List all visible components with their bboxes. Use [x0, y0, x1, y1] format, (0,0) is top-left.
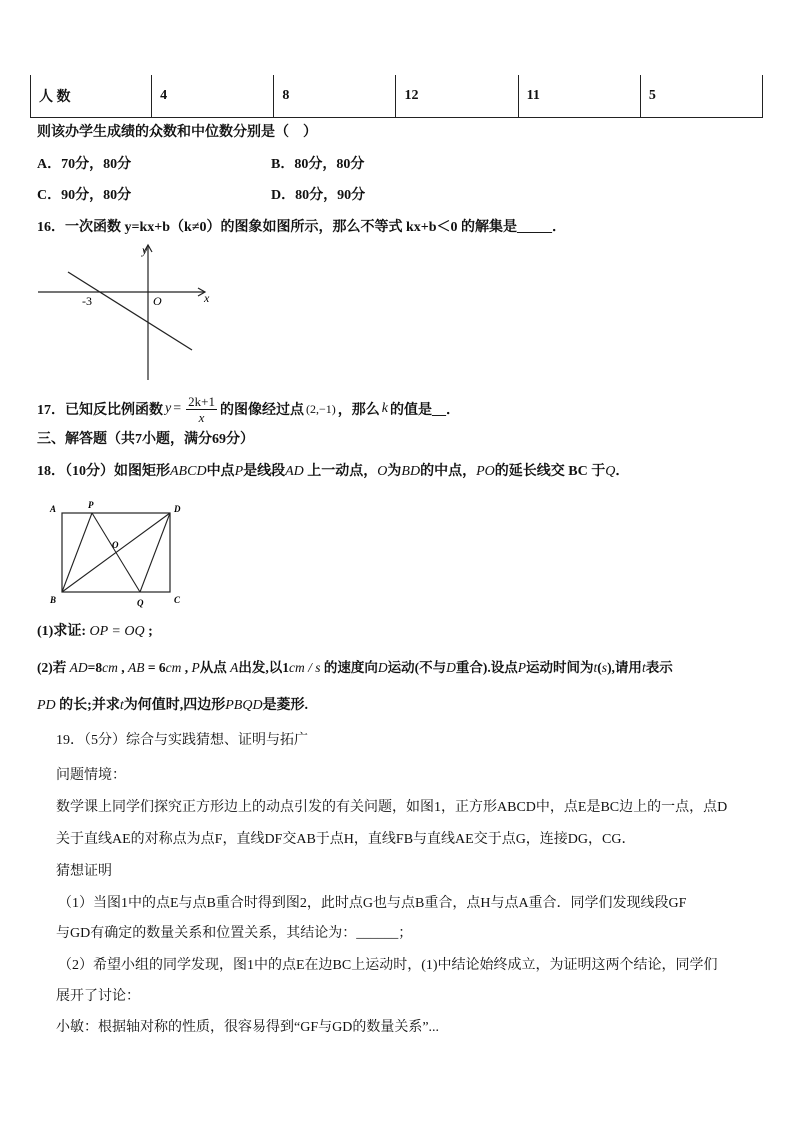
text-segment: = 6 — [144, 660, 166, 675]
q17-mid: 的图像经过点 — [219, 403, 304, 418]
math-expression: AD — [285, 464, 304, 479]
text-segment: ),请用 — [607, 660, 642, 675]
section-heading: 三、解答题（共7小题，满分69分） — [37, 432, 254, 447]
point-label-q: Q — [137, 598, 144, 608]
table-row-label: 人 数 — [30, 75, 152, 117]
math-expression: D — [377, 660, 388, 675]
text-segment: =8 — [87, 660, 103, 675]
math-expression: OP = OQ — [89, 624, 145, 639]
point-label-a: A — [50, 504, 57, 514]
q18-part2-line2 — [37, 696, 308, 716]
q15-option-d: D．80分，90分 — [271, 188, 366, 203]
math-expression: Q — [605, 464, 616, 479]
q19-context-heading: 问题情境： — [56, 768, 126, 783]
table-cell: 8 — [274, 75, 396, 117]
q15-stem: 则该办学生成绩的众数和中位数分别是（ ） — [37, 125, 317, 140]
q17-point: (2,−1) — [305, 401, 336, 416]
text-segment: 上一动点， — [303, 464, 378, 479]
q19-part1-line: 与GD有确定的数量关系和位置关系，其结论为：______； — [56, 926, 413, 941]
table-cell: 11 — [519, 75, 641, 117]
text-segment: ; — [144, 624, 153, 639]
q19-part2-line: （2）希望小组的同学发现，图1中的点E在边BC上运动时，(1)中结论始终成立，为证明这两个结论，同学们 — [58, 958, 718, 973]
text-segment: (1)求证: — [37, 624, 90, 639]
text-segment: (2)若 — [37, 660, 70, 675]
text-segment: , — [181, 660, 192, 675]
math-expression: AD — [69, 660, 88, 675]
fraction-denominator: x — [186, 409, 217, 425]
q15-option-a: A．70分，80分 — [37, 157, 132, 172]
q17-fraction — [186, 394, 217, 425]
q17-equals: = — [173, 401, 182, 416]
text-segment: ． — [615, 464, 630, 479]
text-segment: 的中点， — [420, 464, 477, 479]
segment-bd — [62, 513, 170, 592]
math-expression: cm — [165, 660, 182, 675]
point-label-d: D — [174, 504, 181, 514]
x-axis-label: x — [204, 291, 210, 305]
y-axis-label: y — [142, 243, 148, 257]
q16-stem: 16．一次函数 y=kx+b（k≠0）的图象如图所示，那么不等式 kx+b＜0 的解集是_____． — [37, 220, 567, 235]
math-expression: PO — [476, 464, 495, 479]
math-expression: PD — [37, 698, 56, 713]
q19-guess-heading: 猜想证明 — [56, 864, 112, 879]
text-segment: 是线段 — [243, 464, 286, 479]
text-segment: 为 — [387, 464, 402, 479]
math-expression: AB — [127, 660, 145, 675]
segment-dq — [140, 513, 170, 592]
math-expression: PBQD — [225, 698, 263, 713]
q18-stem — [37, 462, 629, 482]
math-expression: P — [191, 660, 200, 675]
text-segment: 重合).设点 — [455, 660, 518, 675]
text-segment: 是菱形. — [262, 698, 309, 713]
q17-stem — [37, 393, 460, 425]
math-expression: O — [377, 464, 388, 479]
text-segment: 表示 — [645, 660, 673, 675]
math-expression: P — [517, 660, 527, 675]
text-segment: , — [117, 660, 128, 675]
rectangle-figure — [45, 498, 190, 613]
q18-part2-line1 — [37, 658, 673, 678]
text-segment: 运动时间为 — [526, 660, 594, 675]
text-segment: 的速度向 — [320, 660, 378, 675]
text-segment: ( — [597, 660, 602, 675]
q18-part1 — [37, 622, 153, 642]
linear-function-graph — [30, 240, 220, 385]
q19-context-line: 数学课上同学们探究正方形边上的动点引发的有关问题，如图1，正方形ABCD中，点E是BC边上的一点，点D — [56, 800, 728, 815]
q15-option-b: B．80分，80分 — [271, 157, 365, 172]
q19-title: 19．（5分）综合与实践猜想、证明与拓广 — [56, 733, 308, 748]
q17-suffix: 的值是__． — [389, 403, 460, 418]
math-expression: D — [446, 660, 456, 675]
x-intercept-label: -3 — [82, 294, 92, 308]
math-expression: cm — [102, 660, 118, 675]
q19-part1-line: （1）当图1中的点E与点B重合时得到图2，此时点G也与点B重合，点H与点A重合．同学们发现线段GF — [58, 896, 687, 911]
text-segment: 运动(不与 — [387, 660, 447, 675]
point-label-b: B — [50, 595, 57, 605]
q17-prefix: 17．已知反比例函数 — [37, 403, 163, 418]
text-segment: 的长;并求 — [55, 698, 120, 713]
math-expression: s — [601, 660, 608, 675]
function-line — [68, 272, 192, 350]
math-expression: P — [234, 464, 244, 479]
q17-then: ，那么 — [337, 403, 380, 418]
point-label-o: O — [112, 540, 119, 550]
origin-label: O — [153, 294, 162, 308]
q15-option-c: C．90分，80分 — [37, 188, 132, 203]
text-segment: 中点 — [206, 464, 235, 479]
math-expression: t — [593, 660, 598, 675]
table-cell: 12 — [396, 75, 518, 117]
q17-k: k — [381, 401, 388, 416]
score-table-row — [30, 75, 763, 118]
math-expression: A — [230, 660, 239, 675]
text-segment: 的延长线交 BC 于 — [494, 464, 606, 479]
point-label-c: C — [174, 595, 181, 605]
text-segment: 从点 — [199, 660, 231, 675]
segment-pb — [62, 513, 92, 592]
text-segment: 18．（10分）如图矩形 — [37, 464, 170, 479]
text-segment: 出发,以1 — [238, 660, 290, 675]
q19-context-line: 关于直线AE的对称点为点F，直线DF交AB于点H，直线FB与直线AE交于点G，连接DG，CG． — [56, 832, 636, 847]
text-segment: 为何值时,四边形 — [123, 698, 226, 713]
q19-part2-line: 展开了讨论： — [56, 989, 140, 1004]
math-expression: cm / s — [289, 660, 321, 675]
math-expression: t — [641, 660, 646, 675]
q17-y: y — [165, 401, 172, 416]
q19-xiaomin-line: 小敏：根据轴对称的性质，很容易得到“GF与GD的数量关系”... — [56, 1020, 440, 1035]
fraction-numerator: 2k+1 — [188, 393, 215, 409]
point-label-p: P — [88, 500, 94, 510]
math-expression: ABCD — [170, 464, 207, 479]
table-cell: 4 — [152, 75, 274, 117]
table-cell: 5 — [641, 75, 763, 117]
math-expression: t — [119, 698, 124, 713]
math-expression: BD — [401, 464, 421, 479]
